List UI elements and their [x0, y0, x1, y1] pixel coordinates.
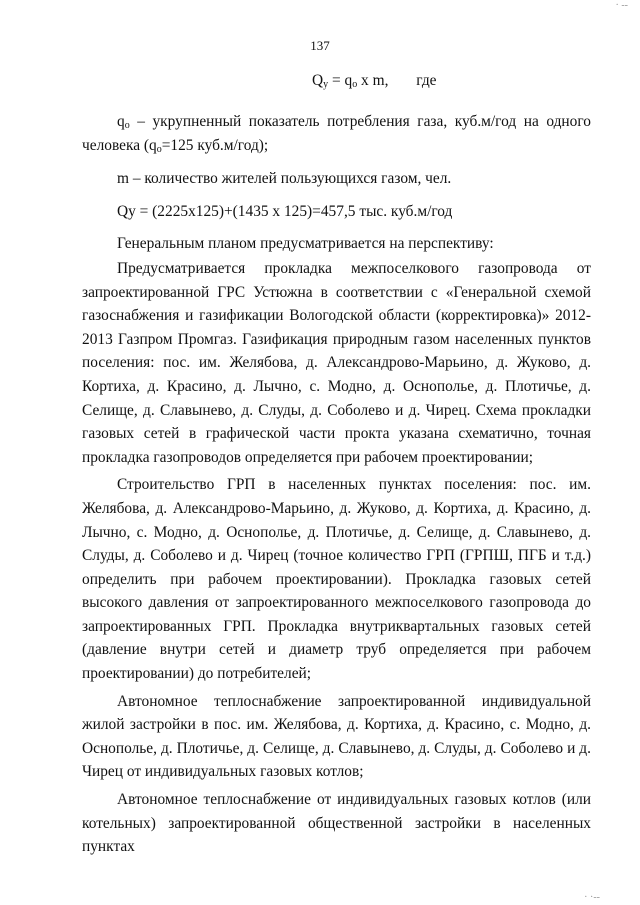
scan-mark-top: · ‐‐ — [615, 0, 628, 11]
paragraph: Строительство ГРП в населенных пунктах поселения: пос. им. Желябова, д. Александрово-Марьино, д. Жуково, д. Кортиха, д. Красино, д. Лычно, с. Модно, д. Оснополье, д. Плотичье, д. Селище, д. Славынево, д. Слуды, д. Соболево и д. Чирец (точное количество ГРП (ГРПШ, ПГБ и т.д.) определить при рабочем проектировании). Прокладка газовых сетей высокого давления от запроектированного межпоселкового газопровода до запроектированных ГРП. Прокладка внутриквартальных газовых сетей (давление внутри сетей и диаметр труб определяется при рабочем проектировании) до потребителей; — [82, 476, 591, 683]
page-number: 137 — [310, 38, 330, 53]
document-body — [82, 110, 591, 859]
calculation-line: Qу = (2225х125)+(1435 х 125)=457,5 тыс. куб.м/год — [117, 202, 453, 220]
formula-where: где — [416, 72, 437, 89]
paragraph: Автономное теплоснабжение запроектированной индивидуальной жилой застройки в пос. им. Желябова, д. Кортиха, д. Красино, с. Модно, д. Оснополье, д. Плотичье, д. Селище, д. Славынево, д. Слуды, д. Соболево и д. Чирец от индивидуальных газовых котлов; — [82, 692, 591, 781]
paragraph: Предусматривается прокладка межпоселкового газопровода от запроектированной ГРС Устюжна в соответствии с «Генеральной схемой газоснабжения и газификации Вологодской области (корректировка)» 2012-2013 Газпром Промгаз. Газификация природным газом населенных пунктов поселения: пос. им. Желябова, д. Александрово-Марьино, д. Жуково, д. Кортиха, д. Красино, д. Лычно, с. Модно, д. Оснополье, д. Плотичье, д. Селище, д. Славынево, д. Слуды, д. Соболево и д. Чирец. Схема прокладки газовых сетей в графической части прокта указана схематично, точная прокладка газопроводов определяется при рабочем проектировании; — [82, 259, 591, 466]
paragraph: Генеральным планом предусматривается на перспективу: — [117, 235, 494, 253]
formula: $Q_у = q_о$ x m, где — [312, 72, 437, 90]
definition-m: m – количество жителей пользующихся газом, чел. — [117, 170, 452, 188]
definition-q0: $q_о$ – укрупненный показатель потребления газа, куб.м/год на одного человека ($q_о=125$ куб.м/год); — [82, 113, 591, 155]
scan-mark-bottom: · ·‐‐ — [584, 892, 600, 903]
paragraph: Автономное теплоснабжение от индивидуальных газовых котлов (или котельных) запроектированной общественной застройки в населенных пунктах — [82, 791, 591, 856]
